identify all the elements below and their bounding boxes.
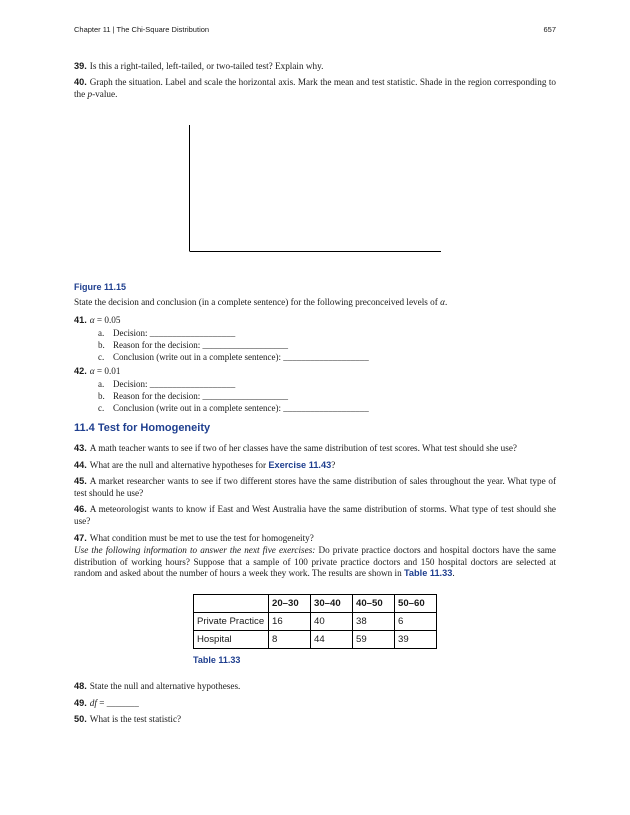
question-48 [74,681,556,693]
question-text: What are the null and alternative hypotheses for [89,460,269,470]
table-header-cell: 30–40 [311,595,353,613]
table-cell: 40 [311,613,353,631]
question-44 [74,460,556,472]
alpha-value: = 0.05 [94,315,121,325]
question-49 [74,698,556,710]
question-number: 43. [74,443,87,453]
question-text: State the null and alternative hypotheses. [89,681,241,691]
question-text: A market researcher wants to see if two different stores have the same distribution of sales throughout the year. What type of test should he use? [74,476,556,498]
question-text: A meteorologist wants to know if East and West Australia have the same distribution of storms. What type of test should she use? [74,504,556,526]
question-number: 47. [74,533,87,543]
question-43 [74,443,556,455]
question-40 [74,77,556,101]
question-46 [74,504,556,528]
sub-item-reason [74,339,556,351]
exercise-link[interactable]: Exercise 11.43 [268,460,332,470]
question-text: What condition must be met to use the test for homogeneity? [89,533,314,543]
table-header-cell: 50–60 [395,595,437,613]
p-variable: p [87,88,93,99]
question-text: Is this a right-tailed, left-tailed, or two-tailed test? Explain why. [89,61,324,71]
item-letter: a. [98,327,105,338]
question-39 [74,61,556,73]
item-text: Reason for the decision: ___________________ [113,339,288,350]
item-letter: c. [98,402,105,413]
table-caption: Table 11.33 [193,655,241,665]
alpha-value: = 0.01 [94,366,121,376]
table-cell: 8 [269,631,311,649]
instructions-end: . [452,568,455,579]
table-cell: 16 [269,613,311,631]
table-header-row [194,595,437,613]
chapter-title: Chapter 11 | The Chi-Square Distribution [74,25,210,34]
item-text: Conclusion (write out in a complete sentence): ___________________ [113,351,369,362]
alpha-symbol: α [440,297,445,307]
table-row [194,631,437,649]
question-number: 39. [74,61,87,71]
table-cell: 6 [395,613,437,631]
table-cell: 59 [353,631,395,649]
item-letter: b. [98,390,105,401]
intro-end: . [444,297,448,307]
hours-table [193,594,437,649]
question-text-end: -value. [92,88,118,99]
item-text: Reason for the decision: ___________________ [113,390,288,401]
figure-caption: Figure 11.15 [74,282,127,292]
table-link[interactable]: Table 11.33 [403,568,453,579]
table-row [194,613,437,631]
table-header-cell: 40–50 [353,595,395,613]
sub-item-decision [74,327,556,339]
question-text: Graph the situation. Label and scale the horizontal axis. Mark the mean and test statistic. Shade in the region corresponding to the [74,77,556,99]
table-cell: 44 [311,631,353,649]
sub-item-reason [74,390,556,402]
question-number: 45. [74,476,87,486]
question-number: 44. [74,460,87,470]
question-number: 49. [74,698,87,708]
sub-item-decision [74,378,556,390]
df-variable: df [89,698,97,708]
question-number: 41. [74,315,87,325]
item-text: Decision: ___________________ [113,327,236,338]
question-50 [74,714,556,726]
question-number: 46. [74,504,87,514]
instructions-lead: Use the following information to answer the next five exercises: [74,544,316,555]
alpha-symbol: α [89,366,95,376]
section-heading: 11.4 Test for Homogeneity [74,422,211,434]
question-number: 50. [74,714,87,724]
question-47 [74,533,556,580]
item-letter: b. [98,339,105,350]
question-number: 40. [74,77,87,87]
page-header [74,25,556,37]
alpha-symbol: α [89,315,95,325]
blank-graph-axes [185,123,445,255]
sub-item-conclusion [74,402,556,414]
table-header-cell: 20–30 [269,595,311,613]
table-cell: Hospital [194,631,269,649]
question-number: 42. [74,366,87,376]
intro-text: State the decision and conclusion (in a complete sentence) for the following preconceived levels of [74,297,441,307]
question-text: What is the test statistic? [89,714,182,724]
decision-intro [74,297,556,309]
instructions-text: Do private practice doctors and hospital doctors have the same distribution of working hours? Suppose that a sample of 100 private practice doctors and 150 hospital doctors are selected at random and asked about the number of hours a week they work. The results are shown in [74,544,556,579]
sub-item-conclusion [74,351,556,363]
page-number: 657 [543,25,556,34]
question-text: A math teacher wants to see if two of her classes have the same distribution of test scores. What test should she use? [89,443,517,453]
item-letter: a. [98,378,105,389]
table-cell: 38 [353,613,395,631]
table-header-cell [194,595,269,613]
item-text: Decision: ___________________ [113,378,236,389]
question-45 [74,476,556,500]
exercise-instructions [74,545,556,580]
table-cell: 39 [395,631,437,649]
question-41 [74,315,556,363]
question-text-end: ? [331,460,336,470]
question-42 [74,366,556,414]
item-letter: c. [98,351,105,362]
item-text: Conclusion (write out in a complete sentence): ___________________ [113,402,369,413]
question-text: = _______ [96,698,139,708]
question-number: 48. [74,681,87,691]
table-cell: Private Practice [194,613,269,631]
